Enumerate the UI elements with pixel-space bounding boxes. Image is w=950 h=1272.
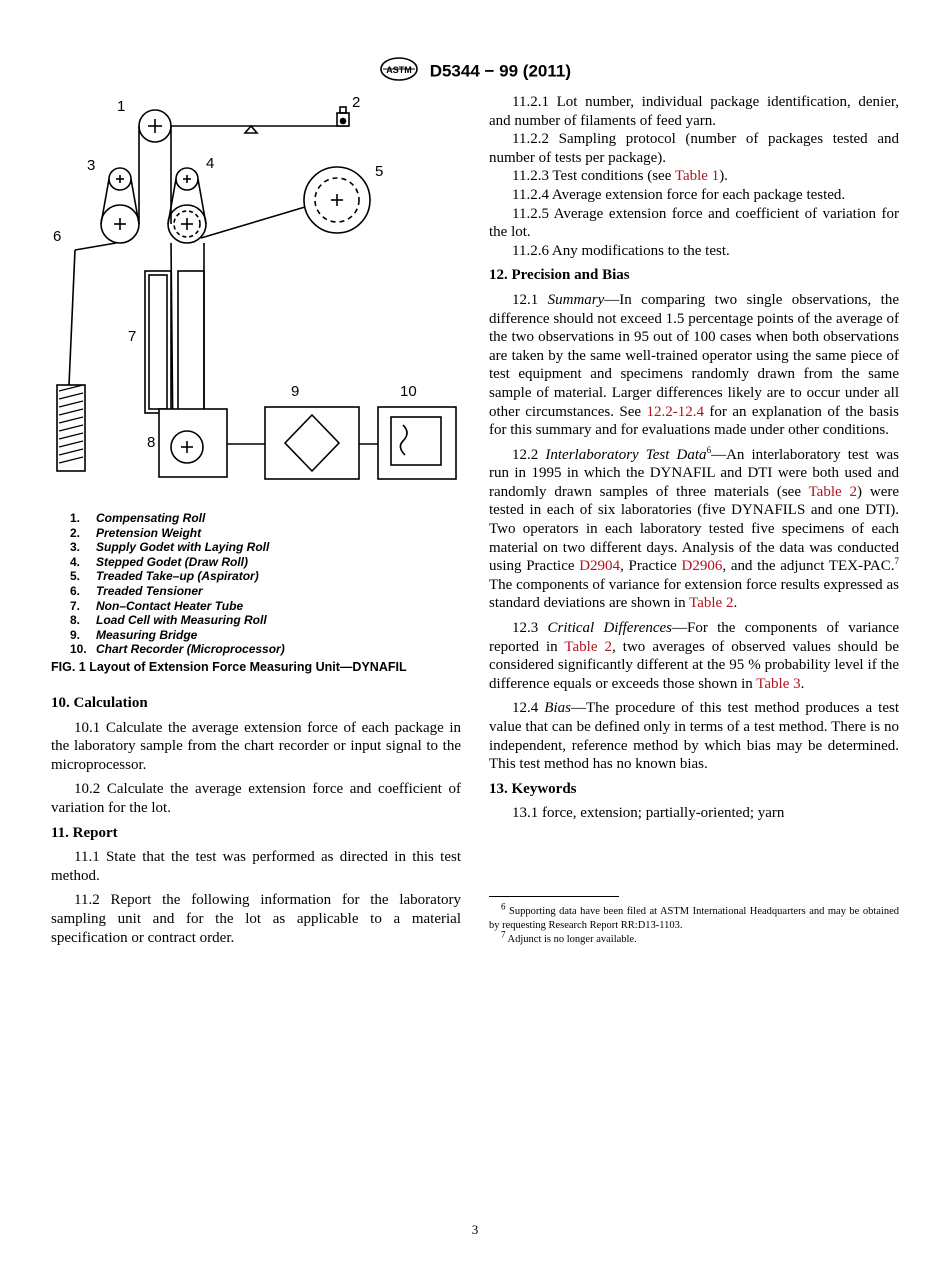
legend-item: 1. Compensating Roll: [70, 511, 206, 525]
link-d2904[interactable]: D2904: [579, 558, 621, 575]
legend-item: 5. Treaded Take–up (Aspirator): [70, 569, 259, 584]
legend-item: 10. Chart Recorder (Microprocessor): [70, 642, 285, 657]
page-number: 3: [471, 1222, 479, 1237]
section-heading-precision-bias: 12. Precision and Bias: [489, 267, 630, 284]
callout-2: 2: [352, 95, 361, 111]
paragraph-11-1: 11.1 State that the test was performed as directed in this test method.: [51, 849, 461, 884]
callout-5: 5: [375, 163, 384, 180]
callout-7: 7: [128, 328, 137, 345]
figure-diagram: [51, 95, 471, 495]
link-12-2-12-4[interactable]: 12.2-12.4: [646, 403, 704, 420]
paragraph-11-2-5: 11.2.5 Average extension force and coefficient of variation for the lot.: [489, 205, 899, 241]
paragraph-12-4: 12.4 Bias—The procedure of this test method produces a test value that can be defined only in terms of a test method. There is no independent, reference method by which bias may be determined. This test method has no known bias.: [489, 700, 900, 773]
paragraph-10-1: 10.1 Calculate the average extension force of each package in the laboratory sample from the chart recorder or input signal to the microprocessor.: [51, 719, 461, 773]
left-column: [51, 690, 461, 953]
legend-item: 3. Supply Godet with Laying Roll: [70, 540, 270, 555]
paragraph-11-2-3: 11.2.3 Test conditions (see Table 1).: [512, 168, 728, 185]
astm-logo-icon: [379, 56, 419, 87]
footnotes: [489, 896, 899, 947]
heater-tube-right-shape: [178, 271, 204, 413]
paragraph-12-1: 12.1 Summary—In comparing two single observations, the difference should not exceed 1.5 percentage points of the average of the two observations in 95 out of 100 cases when both observations are taken by the same well-trained operator using the same piece of test equipment and specimens randomly drawn from the same sample of material. Larger differences likely are to occur under all other circumstances. See 12.2-12.4 for an explanation of the basis for this summary and for evaluations made under other conditions.: [489, 291, 899, 439]
legend-item: 7. Non–Contact Heater Tube: [70, 598, 244, 613]
link-d2906[interactable]: D2906: [681, 558, 723, 575]
document-designation: D5344 − 99 (2011): [429, 61, 572, 81]
callout-4: 4: [206, 155, 215, 172]
footnote-ref-7: 7: [894, 556, 899, 567]
link-table-2[interactable]: Table 2: [689, 595, 734, 612]
section-heading-calculation: 10. Calculation: [51, 695, 148, 711]
callout-9: 9: [291, 383, 300, 400]
bridge-diamond-shape: [285, 415, 339, 471]
legend-item: 6. Treaded Tensioner: [70, 583, 203, 598]
footnote-ref-6: 6: [706, 444, 712, 455]
paragraph-11-2-2: 11.2.2 Sampling protocol (number of packages tested and number of tests per package).: [489, 131, 899, 166]
paragraph-11-2-1: 11.2.1 Lot number, individual package identification, denier, and number of filaments of feed yarn.: [489, 94, 899, 129]
callout-1: 1: [117, 98, 126, 115]
callout-8: 8: [147, 434, 156, 451]
right-column: [489, 93, 899, 829]
link-table-2[interactable]: Table 2: [564, 638, 613, 655]
footnote-6: $^6$ Supporting data have been filed at ASTM International Headquarters and may be obtained by requesting Research Report RR:D13-1103.: [489, 901, 899, 931]
paragraph-10-2: 10.2 Calculate the average extension force and coefficient of variation for the lot.: [51, 781, 461, 816]
page-header: [0, 56, 950, 87]
measuring-bridge-box-shape: [265, 407, 359, 479]
footnote-divider: [489, 896, 619, 897]
paragraph-11-2-4: 11.2.4 Average extension force for each package tested.: [512, 186, 846, 203]
link-table-2[interactable]: Table 2: [808, 483, 858, 500]
section-heading-report: 11. Report: [51, 824, 118, 841]
legend-item: 8. Load Cell with Measuring Roll: [70, 613, 267, 628]
callout-6: 6: [53, 228, 62, 245]
paragraph-12-2: 12.2 Interlaboratory Test Data$^6$—An interlaboratory test was run in 1995 in which the DYNAFIL and DTI were both used and randomly drawn samples of three materials (see Table 2) were tested in each of six laboratories (five DYNAFILS and one DTI). Two operators in each laboratory tested five specimens of each material on two different days. Analysis of the data was conducted using Practice D2904, Practice D2906, and the adjunct TEX-PAC.$^7$ The components of variance for extension force results expressed as standard deviations are shown in Table 2.: [489, 444, 900, 612]
figure-caption: FIG. 1 Layout of Extension Force Measuring Unit—DYNAFIL: [51, 660, 407, 674]
section-heading-keywords: 13. Keywords: [489, 780, 577, 797]
legend-item: 4. Stepped Godet (Draw Roll): [70, 554, 249, 569]
callout-3: 3: [87, 157, 96, 174]
callout-10: 10: [400, 383, 417, 400]
paragraph-13-1: 13.1 force, extension; partially-oriented; yarn: [512, 805, 785, 822]
link-table-3[interactable]: Table 3: [756, 675, 801, 692]
paragraph-12-3: 12.3 Critical Differences—For the components of variance reported in Table 2, two averages of observed values should be considered significantly different at the 95 % probability level if the difference equals or exceeds those shown in Table 3.: [489, 620, 899, 692]
link-table-1[interactable]: Table 1: [674, 168, 720, 185]
paragraph-11-2-6: 11.2.6 Any modifications to the test.: [512, 242, 730, 259]
pivot-shape: [245, 126, 257, 133]
figure-legend: [70, 511, 285, 657]
logo-text: ASTM: [386, 65, 412, 75]
footnote-7: $^7$ Adjunct is no longer available.: [501, 929, 637, 945]
paragraph-11-2: 11.2 Report the following information for the laboratory sampling unit and for the lot as applicable to a material specification or contract order.: [51, 892, 461, 946]
legend-item: 9. Measuring Bridge: [70, 627, 198, 642]
legend-item: 2. Pretension Weight: [70, 525, 202, 540]
